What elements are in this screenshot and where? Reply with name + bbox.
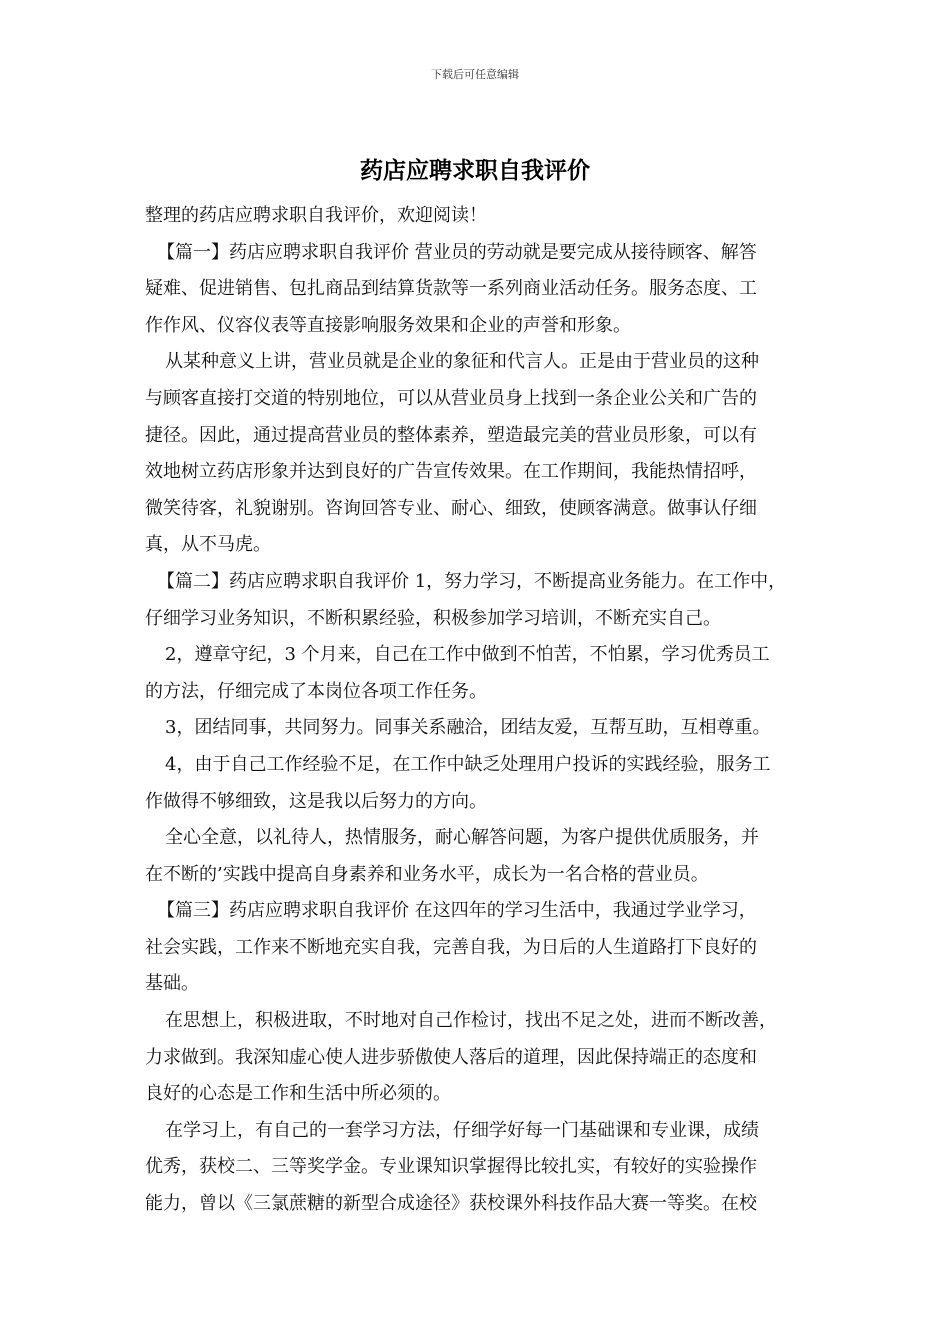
document-title: 药店应聘求职自我评价 <box>360 157 590 184</box>
text-line: 作做得不够细致，这是我以后努力的方向。 <box>145 790 487 812</box>
text-line: 与顾客直接打交道的特别地位，可以从营业员身上找到一条企业公关和广告的 <box>145 387 757 409</box>
document-body <box>145 198 808 1223</box>
text-line: 【篇一】药店应聘求职自我评价 营业员的劳动就是要完成从接待顾客、解答 <box>157 241 757 263</box>
text-line: 的方法，仔细完成了本岗位各项工作任务。 <box>145 680 487 702</box>
page-header: 下载后可任意编辑 <box>431 68 519 81</box>
text-line: 效地树立药店形象并达到良好的广告宣传效果。在工作期间，我能热情招呼， <box>145 461 757 483</box>
text-line: 从某种意义上讲，营业员就是企业的象征和代言人。正是由于营业员的这种 <box>165 351 759 373</box>
text-line: 作作风、仪容仪表等直接影响服务效果和企业的声誉和形象。 <box>145 314 631 336</box>
text-line: 捷径。因此，通过提高营业员的整体素养，塑造最完美的营业员形象，可以有 <box>145 424 757 446</box>
text-line: 【篇三】药店应聘求职自我评价 在这四年的学习生活中，我通过学业学习， <box>157 900 757 922</box>
text-line: 仔细学习业务知识，不断积累经验，积极参加学习培训，不断充实自己。 <box>145 607 721 629</box>
text-line: 社会实践，工作来不断地充实自我，完善自我，为日后的人生道路打下良好的 <box>145 936 757 958</box>
text-line: 2，遵章守纪，3 个月来，自己在工作中做到不怕苦，不怕累，学习优秀员工 <box>165 644 770 666</box>
text-line: 4，由于自己工作经验不足，在工作中缺乏处理用户投诉的实践经验，服务工 <box>165 753 771 775</box>
text-line: 能力，曾以《三氯蔗糖的新型合成途径》获校课外科技作品大赛一等奖。在校 <box>145 1193 757 1215</box>
text-line: 疑难、促进销售、包扎商品到结算货款等一系列商业活动任务。服务态度、工 <box>145 278 757 300</box>
text-line: 全心全意，以礼待人，热情服务，耐心解答问题，为客户提供优质服务，并 <box>165 827 759 849</box>
text-line: 良好的心态是工作和生活中所必须的。 <box>145 1083 451 1105</box>
text-line: 3，团结同事，共同努力。同事关系融洽，团结友爱，互帮互助，互相尊重。 <box>165 717 771 739</box>
text-line: 【篇二】药店应聘求职自我评价 1，努力学习，不断提高业务能力。在工作中， <box>157 570 787 592</box>
text-line: 力求做到。我深知虚心使人进步骄傲使人落后的道理，因此保持端正的态度和 <box>145 1046 757 1068</box>
text-line: 在学习上，有自己的一套学习方法，仔细学好每一门基础课和专业课，成绩 <box>165 1119 759 1141</box>
text-line: 在思想上，积极进取，不时地对自己作检讨，找出不足之处，进而不断改善， <box>165 1010 777 1032</box>
text-line: 微笑待客，礼貌谢别。咨询回答专业、耐心、细致，使顾客满意。做事认仔细 <box>145 497 757 519</box>
text-line: 优秀，获校二、三等奖学金。专业课知识掌握得比较扎实，有较好的实验操作 <box>145 1156 757 1178</box>
text-line: 基础。 <box>145 973 199 995</box>
text-line: 在不断的’实践中提高自身素养和业务水平，成长为一名合格的营业员。 <box>145 863 709 885</box>
text-line: 真，从不马虎。 <box>145 534 271 556</box>
text-line: 整理的药店应聘求职自我评价，欢迎阅读！ <box>145 205 487 226</box>
